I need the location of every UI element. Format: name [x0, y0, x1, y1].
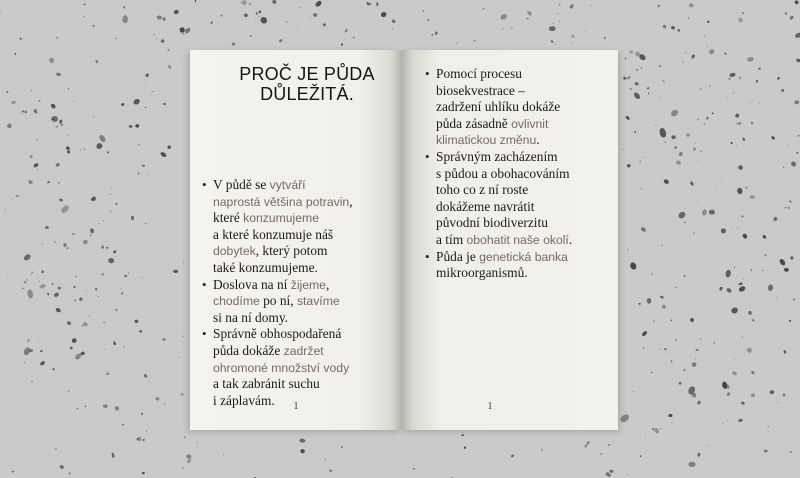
body-text: i záplavám.: [213, 392, 275, 408]
body-text: ,: [349, 193, 353, 209]
body-text: po ní,: [259, 293, 297, 309]
body-text: také konzumujeme.: [213, 259, 318, 275]
body-text: Správně obhospodařená: [213, 326, 342, 342]
right-bullet-list: [425, 66, 615, 282]
bullet-item: [202, 277, 392, 327]
highlighted-term: stavíme: [296, 294, 340, 309]
body-text: biosekvestrace –: [436, 82, 525, 98]
highlighted-term: žijeme: [290, 277, 326, 292]
body-text: zadržení uhlíku dokáže: [436, 99, 561, 115]
right-page: [402, 50, 618, 430]
body-text: Doslova na ní: [213, 276, 291, 292]
body-text: původní biodiverzitu: [436, 215, 548, 231]
body-text: , který potom: [255, 243, 328, 259]
body-text: s půdou a obohacováním: [436, 165, 570, 181]
body-text: Půda je: [436, 248, 480, 264]
body-text: mikroorganismů.: [436, 265, 528, 281]
left-page: [190, 50, 402, 430]
bullet-item: [425, 149, 615, 249]
highlighted-term: ovlivnit: [511, 116, 549, 131]
body-text: Pomocí procesu: [436, 66, 522, 81]
right-page-number: 1: [487, 401, 493, 412]
bullet-item: [425, 66, 615, 149]
body-text: a tím: [436, 231, 467, 247]
body-text: půda zásadně: [436, 115, 512, 131]
body-text: půda dokáže: [213, 342, 284, 358]
body-text: které: [213, 210, 244, 226]
body-text: a které konzumuje náš: [213, 226, 334, 242]
body-text: Správným zacházením: [436, 148, 558, 164]
body-text: V půdě se: [213, 177, 270, 192]
body-text: ,: [325, 276, 330, 292]
left-bullet-list: [202, 177, 392, 409]
bullet-item: [202, 326, 392, 409]
page-title: [232, 64, 382, 104]
bullet-item: [202, 177, 392, 277]
highlighted-term: zadržet: [283, 343, 324, 358]
highlighted-term: obohatit naše okolí: [466, 232, 569, 247]
body-text: si na ní domy.: [213, 309, 289, 325]
highlighted-term: genetická banka: [479, 249, 568, 264]
highlighted-term: klimatickou změnu: [436, 133, 537, 148]
highlighted-term: chodíme: [213, 294, 260, 309]
body-text: a tak zabránit suchu: [213, 376, 320, 392]
highlighted-term: dobytek: [213, 244, 256, 259]
left-page-number: 1: [293, 401, 299, 412]
highlighted-term: vytváří: [269, 178, 306, 192]
highlighted-term: konzumujeme: [243, 211, 319, 226]
body-text: toho co z ní roste: [436, 182, 529, 198]
highlighted-term: naprostá většina potravin: [213, 194, 350, 209]
highlighted-term: ohromoné množství vody: [213, 360, 350, 375]
body-text: dokážeme navrátit: [436, 198, 535, 214]
title-line-1: PROČ JE PŮDA: [239, 64, 375, 84]
body-text: .: [536, 132, 540, 148]
title-line-2: DŮLEŽITÁ.: [260, 84, 354, 104]
body-text: .: [568, 231, 573, 247]
open-booklet: [190, 50, 618, 430]
bullet-item: [425, 249, 615, 282]
